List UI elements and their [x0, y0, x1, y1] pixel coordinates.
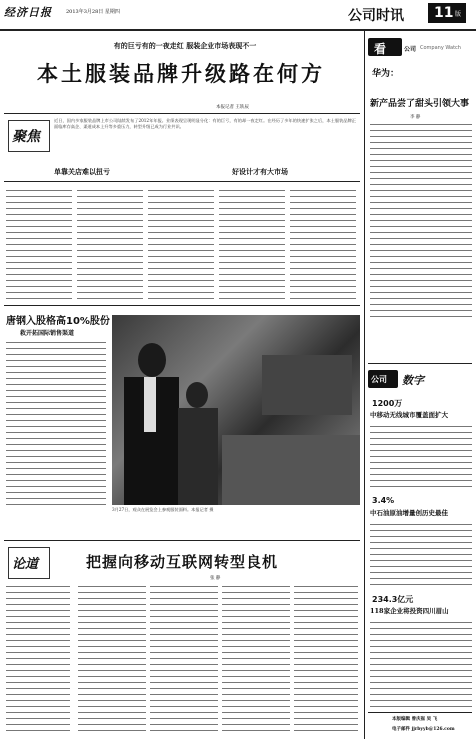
sidebar-rule-2: [368, 712, 472, 713]
numbers-header: [368, 368, 472, 392]
masthead-rule: [0, 29, 476, 31]
left-lower-subhead: 救开拓国际销售渠道: [20, 330, 75, 337]
watch-label: 看: [374, 42, 387, 56]
stat-2-body: [370, 522, 472, 588]
numbers-label-2: 数字: [402, 374, 424, 387]
stat-3-title: 118家企业将投资四川眉山: [370, 607, 449, 615]
commentary-col-4: [294, 584, 358, 734]
left-lower-body: [6, 340, 106, 505]
commentary-headline: 把握向移动互联网转型良机: [86, 553, 279, 571]
masthead: [0, 0, 476, 30]
section-tag: 聚焦: [12, 129, 40, 145]
commentary-intro: [6, 584, 70, 734]
page-number-box: [428, 3, 466, 23]
issue-date: 2013年3月28日 星期四: [66, 9, 120, 15]
main-col-4: [219, 188, 285, 300]
commentary-tag: 论道: [12, 557, 39, 572]
numbers-label: 公司: [371, 374, 387, 384]
commentary-tag-box: [8, 547, 50, 579]
stat-1-title: 中移动无线城市覆盖面扩大: [370, 411, 448, 419]
sub-right-heading: 好设计才有大市场: [232, 167, 288, 176]
paper-logo: 经济日报: [4, 6, 52, 19]
main-divider: [4, 113, 360, 114]
company-watch-header: [368, 36, 472, 60]
photo-caption: 3月27日，观众在展览会上参观服装面料。本报记者 摄: [112, 507, 214, 512]
commentary-col-2: [150, 584, 218, 734]
main-kicker: 有的巨亏有的一夜走红 服装企业市场表现不一: [113, 41, 257, 50]
sidebar-divider: [364, 31, 365, 739]
page-suffix: 版: [455, 11, 462, 18]
left-lower-headline: 唐钢入股格高10%股份: [6, 316, 110, 327]
sub-divider: [4, 181, 360, 182]
main-headline: 本土服装品牌升级路在何方: [37, 62, 325, 86]
huawei-title: 新产品尝了甜头引领大事: [370, 99, 470, 109]
watch-english: Company Watch: [420, 45, 461, 51]
stat-2-value: 3.4%: [372, 496, 395, 505]
main-col-3: [148, 188, 214, 300]
stat-1-body: [370, 424, 472, 490]
photo-bottom-rule: [4, 540, 360, 541]
section-title: 公司时讯: [348, 8, 404, 24]
stat-1-value: 1200万: [372, 399, 403, 408]
huawei-body: [370, 122, 472, 322]
main-bottom-rule: [4, 305, 360, 306]
commentary-byline: 张 静: [210, 576, 221, 581]
main-byline: 本报记者 王轶辰: [216, 105, 249, 110]
main-lead: 近日，国内多家服装品牌上市公司陆续发布了2012年年报。业绩表现呈现明显分化：有的巨亏，有的却一夜走红。在经历了多年的快速扩张之后，本土服装品牌正面临库存高企、渠道成本上升等多重压力，转型升级已成为行业共识。: [54, 118, 356, 130]
people-illustration: [112, 315, 360, 505]
sub-left-heading: 单靠关店难以扭亏: [54, 167, 110, 176]
main-col-5: [290, 188, 356, 300]
commentary-col-1: [78, 584, 146, 734]
watch-label-2: 公司: [404, 46, 417, 53]
news-photo: [112, 315, 360, 505]
editor-email: 电子邮件 jjrbyyb@126.com: [392, 727, 455, 732]
editor-credit: 本版编辑 曾庆崔 吴 飞: [392, 717, 438, 722]
sidebar-rule-1: [368, 363, 472, 364]
main-col-1: [6, 188, 72, 300]
page-number: 11: [434, 5, 454, 21]
stat-3-value: 234.3亿元: [372, 595, 414, 604]
stat-3-body: [370, 620, 472, 708]
main-col-2: [77, 188, 143, 300]
commentary-col-3: [222, 584, 290, 734]
stat-2-title: 中石油原油增量创历史最佳: [370, 509, 448, 517]
huawei-byline: 李 静: [410, 115, 421, 120]
huawei-name: 华为：: [372, 69, 400, 79]
section-tag-box: [8, 120, 50, 152]
